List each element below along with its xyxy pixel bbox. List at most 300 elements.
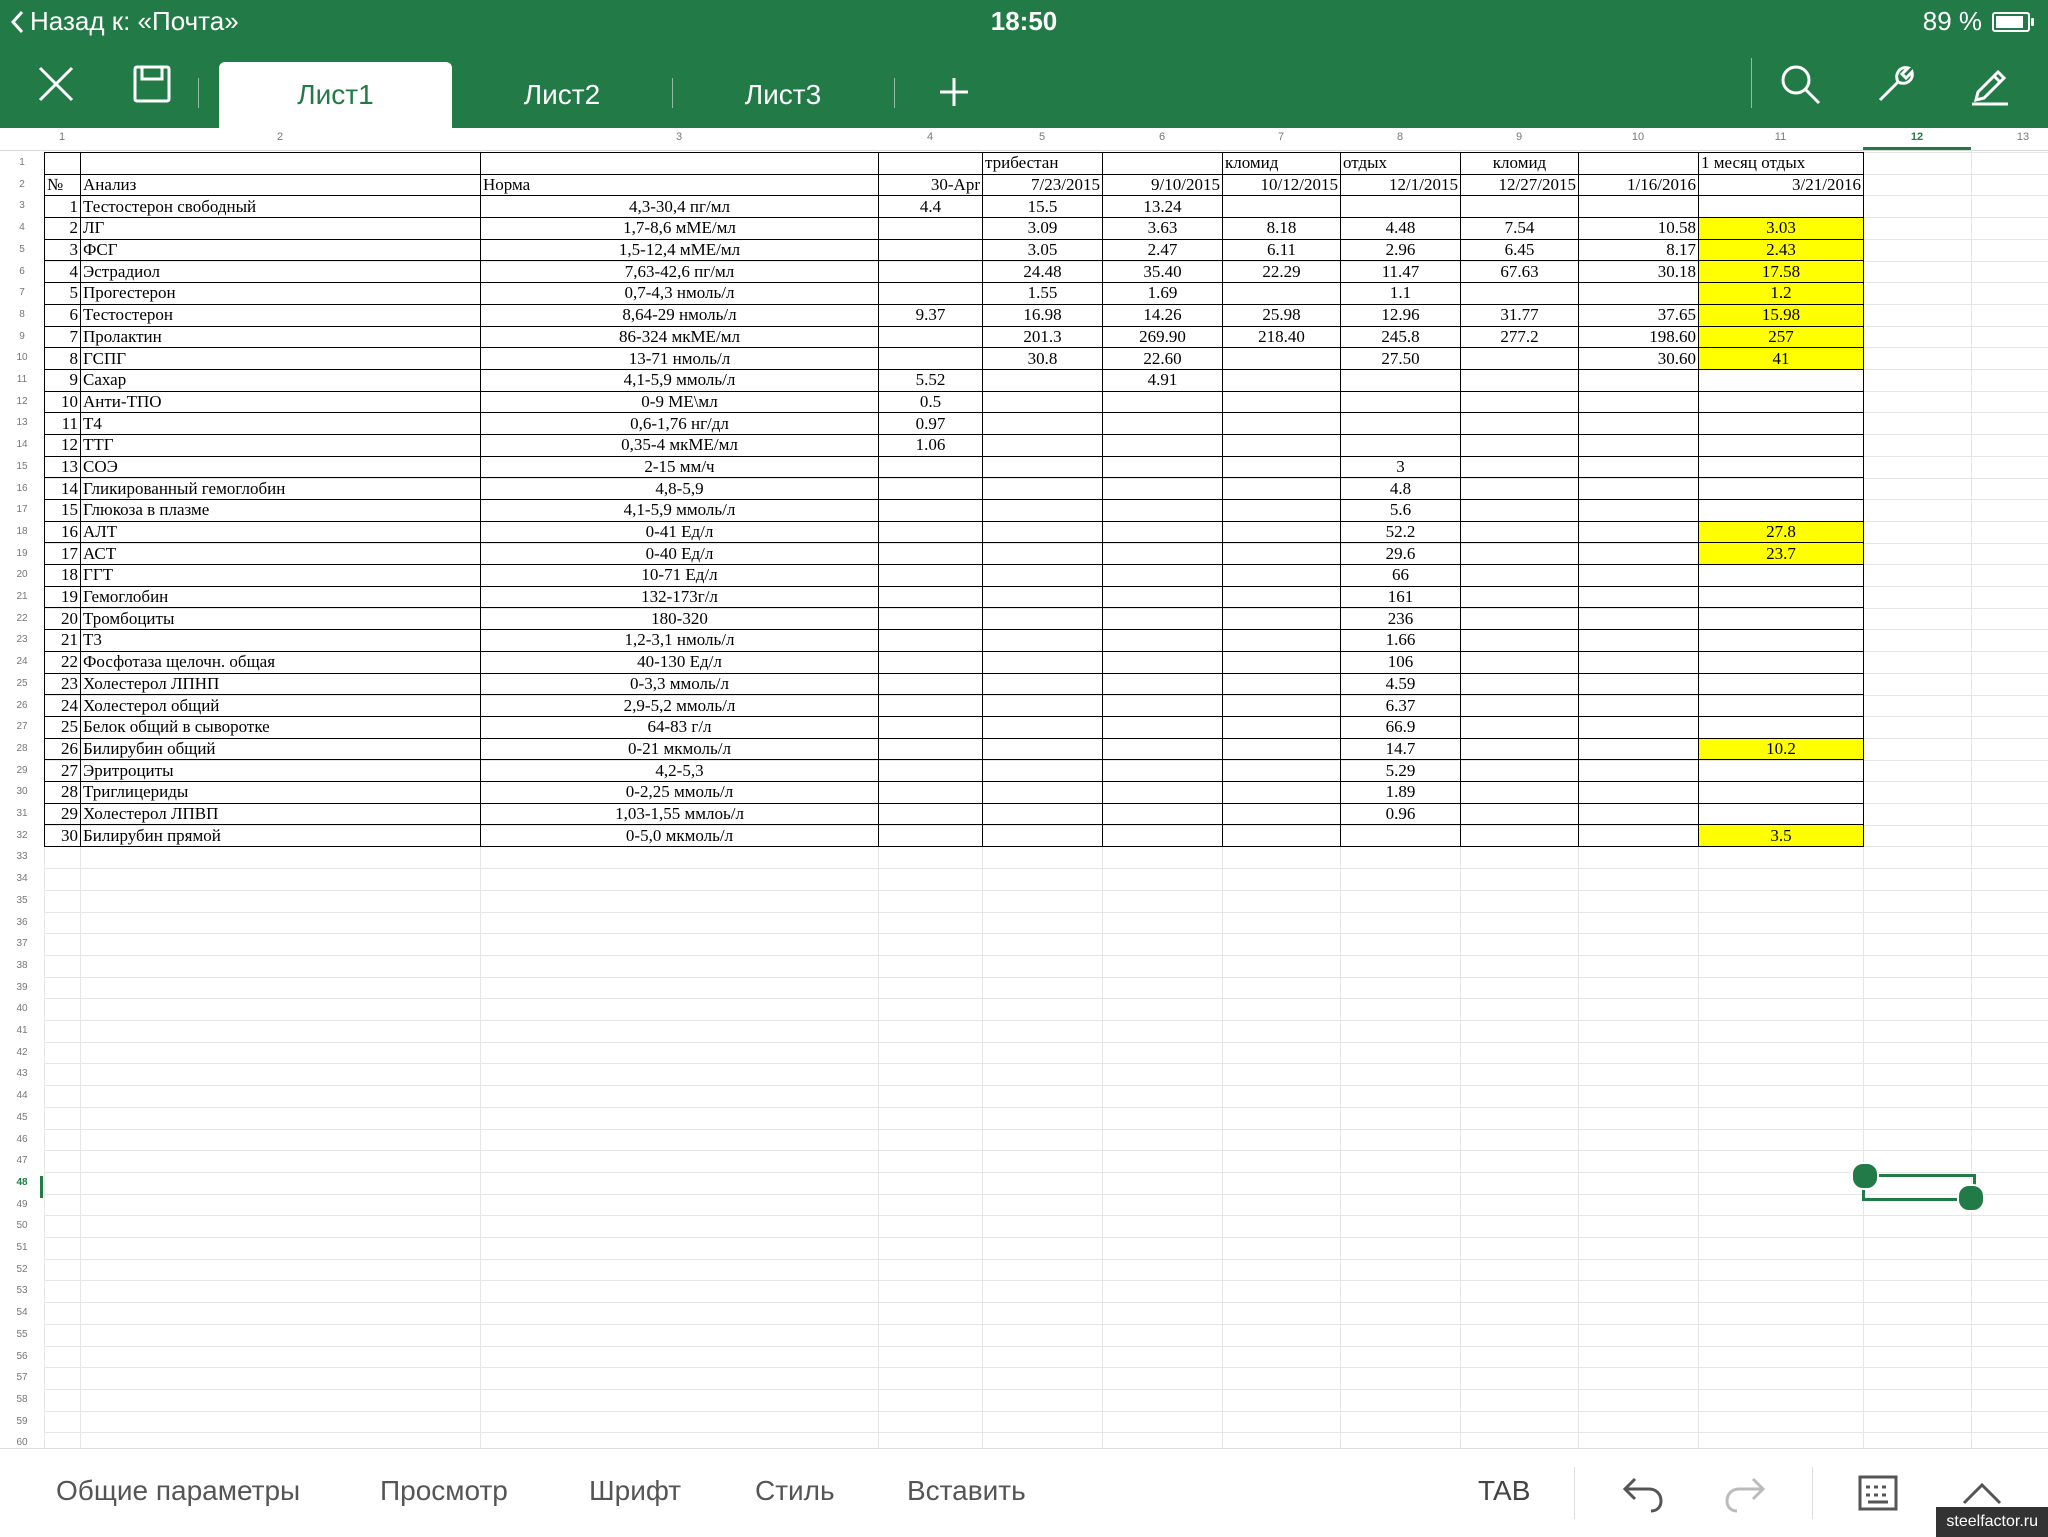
table-cell[interactable]: 4,2-5,3 xyxy=(481,760,879,782)
table-cell[interactable]: ГСПГ xyxy=(81,348,481,370)
table-cell[interactable]: 1,7-8,6 мМЕ/мл xyxy=(481,218,879,240)
row-header[interactable]: 7 xyxy=(19,287,25,299)
table-cell[interactable] xyxy=(1461,283,1579,305)
table-cell[interactable] xyxy=(1223,651,1341,673)
table-cell[interactable] xyxy=(1699,695,1864,717)
column-header[interactable]: 1 xyxy=(58,131,66,143)
table-cell[interactable] xyxy=(1699,565,1864,587)
table-cell[interactable]: 10.58 xyxy=(1579,218,1699,240)
table-cell[interactable] xyxy=(1579,781,1699,803)
table-cell[interactable] xyxy=(1223,803,1341,825)
table-cell[interactable]: Триглицериды xyxy=(81,781,481,803)
row-header[interactable]: 20 xyxy=(16,569,28,581)
table-cell[interactable]: 30.8 xyxy=(983,348,1103,370)
menu-general[interactable]: Общие параметры xyxy=(56,1475,301,1506)
table-cell[interactable] xyxy=(1103,586,1223,608)
table-cell[interactable] xyxy=(1103,738,1223,760)
table-cell[interactable]: 8 xyxy=(45,348,81,370)
table-cell[interactable]: 24.48 xyxy=(983,261,1103,283)
table-cell[interactable]: Гемоглобин xyxy=(81,586,481,608)
row-header[interactable]: 60 xyxy=(16,1437,28,1448)
table-cell[interactable] xyxy=(1699,673,1864,695)
tools-button[interactable] xyxy=(1868,56,1924,112)
table-cell[interactable] xyxy=(1579,391,1699,413)
table-cell[interactable]: 17.58 xyxy=(1699,261,1864,283)
table-cell[interactable] xyxy=(1699,630,1864,652)
row-header[interactable]: 18 xyxy=(16,525,28,537)
table-cell[interactable] xyxy=(879,803,983,825)
table-cell[interactable]: 26 xyxy=(45,738,81,760)
table-cell[interactable]: Сахар xyxy=(81,369,481,391)
table-cell[interactable] xyxy=(1699,369,1864,391)
table-cell[interactable] xyxy=(983,630,1103,652)
table-cell[interactable]: 5.52 xyxy=(879,369,983,391)
table-cell[interactable] xyxy=(1103,673,1223,695)
table-cell[interactable]: 1.06 xyxy=(879,434,983,456)
table-cell[interactable]: 1 xyxy=(45,196,81,218)
redo-button[interactable] xyxy=(1720,1471,1770,1515)
table-cell[interactable] xyxy=(1699,608,1864,630)
search-button[interactable] xyxy=(1772,56,1828,112)
table-cell[interactable]: 5.29 xyxy=(1341,760,1461,782)
table-cell[interactable]: 19 xyxy=(45,586,81,608)
table-cell[interactable]: 27.8 xyxy=(1699,521,1864,543)
table-cell[interactable] xyxy=(1223,434,1341,456)
table-cell[interactable]: 14 xyxy=(45,478,81,500)
row-header[interactable]: 35 xyxy=(16,894,28,906)
table-cell[interactable]: 27.50 xyxy=(1341,348,1461,370)
table-cell[interactable] xyxy=(1699,413,1864,435)
table-cell[interactable]: 4.91 xyxy=(1103,369,1223,391)
table-cell[interactable]: 66 xyxy=(1341,565,1461,587)
table-cell[interactable] xyxy=(1461,695,1579,717)
table-cell[interactable] xyxy=(1103,500,1223,522)
table-cell[interactable]: 22.60 xyxy=(1103,348,1223,370)
table-cell[interactable] xyxy=(1103,651,1223,673)
table-cell[interactable]: 20 xyxy=(45,608,81,630)
table-cell[interactable]: 5 xyxy=(45,283,81,305)
table-cell[interactable] xyxy=(1223,543,1341,565)
table-cell[interactable] xyxy=(1103,413,1223,435)
row-header[interactable]: 12 xyxy=(16,395,28,407)
table-cell[interactable] xyxy=(1223,760,1341,782)
table-cell[interactable] xyxy=(983,738,1103,760)
table-cell[interactable] xyxy=(879,543,983,565)
table-cell[interactable]: 12.96 xyxy=(1341,304,1461,326)
row-header[interactable]: 53 xyxy=(16,1285,28,1297)
table-cell[interactable]: 28 xyxy=(45,781,81,803)
table-cell[interactable] xyxy=(1461,456,1579,478)
column-header[interactable]: 7 xyxy=(1277,131,1285,143)
table-cell[interactable] xyxy=(879,781,983,803)
table-cell[interactable]: 4 xyxy=(45,261,81,283)
table-cell[interactable]: ГГТ xyxy=(81,565,481,587)
table-cell[interactable] xyxy=(1461,348,1579,370)
table-cell[interactable] xyxy=(1579,716,1699,738)
row-header[interactable]: 39 xyxy=(16,981,28,993)
table-cell[interactable] xyxy=(1103,521,1223,543)
table-cell[interactable]: 3.09 xyxy=(983,218,1103,240)
row-header[interactable]: 44 xyxy=(16,1090,28,1102)
table-cell[interactable] xyxy=(1579,543,1699,565)
table-cell[interactable]: 0.5 xyxy=(879,391,983,413)
table-cell[interactable]: ФСГ xyxy=(81,239,481,261)
table-cell[interactable]: трибестан xyxy=(983,153,1103,175)
table-cell[interactable] xyxy=(1103,695,1223,717)
table-cell[interactable]: 4,1-5,9 ммоль/л xyxy=(481,500,879,522)
table-cell[interactable] xyxy=(1461,825,1579,847)
table-cell[interactable]: 0,7-4,3 нмоль/л xyxy=(481,283,879,305)
table-cell[interactable]: Эритроциты xyxy=(81,760,481,782)
selection-handle-end[interactable] xyxy=(1957,1184,1985,1212)
table-cell[interactable]: 0-2,25 ммоль/л xyxy=(481,781,879,803)
table-cell[interactable]: 2.47 xyxy=(1103,239,1223,261)
table-cell[interactable] xyxy=(1103,803,1223,825)
table-cell[interactable] xyxy=(1103,153,1223,175)
table-cell[interactable] xyxy=(1699,500,1864,522)
table-cell[interactable] xyxy=(983,565,1103,587)
table-cell[interactable]: 29 xyxy=(45,803,81,825)
table-cell[interactable] xyxy=(481,153,879,175)
column-header[interactable]: 3 xyxy=(675,131,683,143)
table-cell[interactable]: 0,6-1,76 нг/дл xyxy=(481,413,879,435)
row-header[interactable]: 38 xyxy=(16,959,28,971)
table-cell[interactable]: 8.17 xyxy=(1579,239,1699,261)
table-cell[interactable] xyxy=(1103,565,1223,587)
column-header-selected[interactable]: 12 xyxy=(1910,131,1924,143)
column-header[interactable]: 8 xyxy=(1396,131,1404,143)
table-cell[interactable] xyxy=(1699,586,1864,608)
table-cell[interactable]: Норма xyxy=(481,174,879,196)
row-header[interactable]: 51 xyxy=(16,1242,28,1253)
table-cell[interactable]: 0.97 xyxy=(879,413,983,435)
row-header[interactable]: 45 xyxy=(16,1111,28,1123)
row-header[interactable]: 57 xyxy=(16,1372,28,1384)
table-cell[interactable]: Фосфотаза щелочн. общая xyxy=(81,651,481,673)
table-cell[interactable] xyxy=(879,326,983,348)
table-cell[interactable] xyxy=(1579,196,1699,218)
table-cell[interactable] xyxy=(1699,781,1864,803)
table-cell[interactable]: 9 xyxy=(45,369,81,391)
table-cell[interactable]: 1.55 xyxy=(983,283,1103,305)
row-header[interactable]: 13 xyxy=(16,417,28,429)
table-cell[interactable]: 23.7 xyxy=(1699,543,1864,565)
row-header[interactable]: 43 xyxy=(16,1068,28,1080)
table-cell[interactable] xyxy=(1223,500,1341,522)
table-cell[interactable] xyxy=(1103,760,1223,782)
table-cell[interactable] xyxy=(1461,434,1579,456)
table-cell[interactable] xyxy=(983,543,1103,565)
table-cell[interactable] xyxy=(1699,391,1864,413)
table-cell[interactable]: 40-130 Ед/л xyxy=(481,651,879,673)
table-cell[interactable]: Тромбоциты xyxy=(81,608,481,630)
table-cell[interactable] xyxy=(879,716,983,738)
table-cell[interactable]: Т4 xyxy=(81,413,481,435)
table-cell[interactable]: Анти-ТПО xyxy=(81,391,481,413)
table-cell[interactable] xyxy=(1461,738,1579,760)
table-cell[interactable]: 30-Apr xyxy=(879,174,983,196)
table-cell[interactable]: СОЭ xyxy=(81,456,481,478)
table-cell[interactable]: 3.03 xyxy=(1699,218,1864,240)
menu-font[interactable]: Шрифт xyxy=(589,1475,682,1506)
row-header[interactable]: 36 xyxy=(16,916,28,928)
table-cell[interactable]: 64-83 г/л xyxy=(481,716,879,738)
row-header[interactable]: 15 xyxy=(16,460,28,472)
table-cell[interactable] xyxy=(1341,369,1461,391)
row-header[interactable]: 48 xyxy=(16,1176,28,1188)
table-cell[interactable]: 67.63 xyxy=(1461,261,1579,283)
table-cell[interactable] xyxy=(1223,369,1341,391)
table-cell[interactable]: 6.45 xyxy=(1461,239,1579,261)
table-cell[interactable]: 2.43 xyxy=(1699,239,1864,261)
column-header[interactable]: 10 xyxy=(1631,131,1645,143)
table-cell[interactable] xyxy=(1103,434,1223,456)
table-cell[interactable] xyxy=(1699,478,1864,500)
table-cell[interactable]: АЛТ xyxy=(81,521,481,543)
table-cell[interactable] xyxy=(879,218,983,240)
menu-style[interactable]: Стиль xyxy=(755,1475,835,1506)
table-cell[interactable]: 15.5 xyxy=(983,196,1103,218)
table-cell[interactable] xyxy=(983,608,1103,630)
table-cell[interactable] xyxy=(983,456,1103,478)
table-cell[interactable] xyxy=(879,521,983,543)
table-cell[interactable] xyxy=(1699,456,1864,478)
table-cell[interactable] xyxy=(879,565,983,587)
table-cell[interactable] xyxy=(1461,391,1579,413)
table-cell[interactable] xyxy=(1461,760,1579,782)
table-cell[interactable]: Билирубин общий xyxy=(81,738,481,760)
table-cell[interactable] xyxy=(1223,478,1341,500)
column-header[interactable]: 2 xyxy=(276,131,284,143)
row-header[interactable]: 6 xyxy=(19,265,25,277)
table-cell[interactable] xyxy=(1461,716,1579,738)
menu-view[interactable]: Просмотр xyxy=(380,1475,508,1506)
table-cell[interactable] xyxy=(1461,608,1579,630)
row-header[interactable]: 11 xyxy=(16,374,28,385)
add-sheet-button[interactable] xyxy=(926,64,982,120)
table-cell[interactable]: 13-71 нмоль/л xyxy=(481,348,879,370)
data-table[interactable] xyxy=(44,152,1864,847)
table-cell[interactable] xyxy=(1103,478,1223,500)
row-header[interactable]: 10 xyxy=(16,352,28,364)
table-cell[interactable] xyxy=(1579,586,1699,608)
table-cell[interactable] xyxy=(1461,369,1579,391)
table-cell[interactable]: 22 xyxy=(45,651,81,673)
table-cell[interactable]: 0-41 Ед/л xyxy=(481,521,879,543)
row-header[interactable]: 23 xyxy=(16,634,28,646)
save-button[interactable] xyxy=(124,56,180,112)
row-header[interactable]: 1 xyxy=(19,157,25,168)
table-cell[interactable] xyxy=(983,521,1103,543)
table-cell[interactable] xyxy=(1223,695,1341,717)
selection-handle-start[interactable] xyxy=(1851,1162,1879,1190)
row-header[interactable]: 17 xyxy=(16,504,28,516)
table-cell[interactable]: 1,5-12,4 мМЕ/мл xyxy=(481,239,879,261)
table-cell[interactable]: 25 xyxy=(45,716,81,738)
table-cell[interactable] xyxy=(1579,825,1699,847)
row-header[interactable]: 28 xyxy=(16,742,28,754)
table-cell[interactable]: ТТГ xyxy=(81,434,481,456)
table-cell[interactable]: 1.2 xyxy=(1699,283,1864,305)
table-cell[interactable]: 4,1-5,9 ммоль/л xyxy=(481,369,879,391)
table-cell[interactable] xyxy=(1461,586,1579,608)
table-cell[interactable]: 2,9-5,2 ммоль/л xyxy=(481,695,879,717)
table-cell[interactable]: 2-15 мм/ч xyxy=(481,456,879,478)
table-cell[interactable]: 0.96 xyxy=(1341,803,1461,825)
table-cell[interactable] xyxy=(1579,760,1699,782)
row-header[interactable]: 49 xyxy=(16,1198,28,1210)
menu-insert[interactable]: Вставить xyxy=(907,1475,1026,1506)
table-cell[interactable]: 11 xyxy=(45,413,81,435)
table-cell[interactable] xyxy=(1103,716,1223,738)
row-header[interactable]: 34 xyxy=(16,873,28,885)
table-cell[interactable] xyxy=(879,673,983,695)
table-cell[interactable]: 29.6 xyxy=(1341,543,1461,565)
table-cell[interactable]: 52.2 xyxy=(1341,521,1461,543)
table-cell[interactable]: 4,3-30,4 пг/мл xyxy=(481,196,879,218)
table-cell[interactable]: 7.54 xyxy=(1461,218,1579,240)
table-cell[interactable] xyxy=(1699,651,1864,673)
row-header[interactable]: 4 xyxy=(19,222,25,234)
table-cell[interactable] xyxy=(1223,781,1341,803)
table-cell[interactable]: 10/12/2015 xyxy=(1223,174,1341,196)
table-cell[interactable]: Билирубин прямой xyxy=(81,825,481,847)
table-cell[interactable]: Холестерол ЛПНП xyxy=(81,673,481,695)
row-header[interactable]: 37 xyxy=(16,938,28,950)
table-cell[interactable]: 3.5 xyxy=(1699,825,1864,847)
table-cell[interactable]: 14.7 xyxy=(1341,738,1461,760)
table-cell[interactable]: 4.59 xyxy=(1341,673,1461,695)
table-cell[interactable]: 27 xyxy=(45,760,81,782)
table-cell[interactable]: 11.47 xyxy=(1341,261,1461,283)
table-cell[interactable] xyxy=(1103,456,1223,478)
tab-sheet2[interactable]: Лист2 xyxy=(523,79,601,110)
row-header[interactable]: 19 xyxy=(16,547,28,559)
table-cell[interactable] xyxy=(1103,608,1223,630)
table-cell[interactable] xyxy=(1223,673,1341,695)
table-cell[interactable]: 12/27/2015 xyxy=(1461,174,1579,196)
table-cell[interactable] xyxy=(1461,565,1579,587)
table-cell[interactable]: Эстрадиол xyxy=(81,261,481,283)
table-cell[interactable] xyxy=(879,283,983,305)
table-cell[interactable] xyxy=(1223,348,1341,370)
table-cell[interactable] xyxy=(1579,456,1699,478)
row-header[interactable]: 40 xyxy=(16,1003,28,1015)
table-cell[interactable] xyxy=(983,803,1103,825)
row-header[interactable]: 30 xyxy=(16,786,28,798)
table-cell[interactable] xyxy=(1223,738,1341,760)
table-cell[interactable] xyxy=(1103,391,1223,413)
row-header[interactable]: 27 xyxy=(16,721,28,733)
table-cell[interactable]: 7 xyxy=(45,326,81,348)
table-cell[interactable]: 9.37 xyxy=(879,304,983,326)
table-cell[interactable]: 7,63-42,6 пг/мл xyxy=(481,261,879,283)
column-header[interactable]: 9 xyxy=(1515,131,1523,143)
table-cell[interactable] xyxy=(1461,543,1579,565)
table-cell[interactable]: 25.98 xyxy=(1223,304,1341,326)
tab-sheet3[interactable]: Лист3 xyxy=(744,79,822,110)
table-cell[interactable]: 16.98 xyxy=(983,304,1103,326)
table-cell[interactable] xyxy=(1579,673,1699,695)
table-cell[interactable]: 15.98 xyxy=(1699,304,1864,326)
table-cell[interactable]: 22.29 xyxy=(1223,261,1341,283)
close-button[interactable] xyxy=(28,56,84,112)
table-cell[interactable] xyxy=(81,153,481,175)
table-cell[interactable]: Холестерол ЛПВП xyxy=(81,803,481,825)
undo-button[interactable] xyxy=(1618,1471,1668,1515)
row-header[interactable]: 14 xyxy=(16,439,28,451)
table-cell[interactable] xyxy=(1341,391,1461,413)
table-cell[interactable]: 236 xyxy=(1341,608,1461,630)
table-cell[interactable] xyxy=(1223,456,1341,478)
table-cell[interactable] xyxy=(1579,500,1699,522)
table-cell[interactable]: кломид xyxy=(1461,153,1579,175)
table-cell[interactable] xyxy=(1223,825,1341,847)
table-cell[interactable]: 1/16/2016 xyxy=(1579,174,1699,196)
table-cell[interactable]: 17 xyxy=(45,543,81,565)
table-cell[interactable] xyxy=(879,738,983,760)
table-cell[interactable] xyxy=(1579,369,1699,391)
table-cell[interactable] xyxy=(1579,565,1699,587)
table-cell[interactable]: 18 xyxy=(45,565,81,587)
table-cell[interactable]: 3/21/2016 xyxy=(1699,174,1864,196)
table-cell[interactable]: 6 xyxy=(45,304,81,326)
table-cell[interactable]: 245.8 xyxy=(1341,326,1461,348)
table-cell[interactable]: 257 xyxy=(1699,326,1864,348)
table-cell[interactable] xyxy=(879,456,983,478)
table-cell[interactable]: Глюкоза в плазме xyxy=(81,500,481,522)
table-cell[interactable]: Холестерол общий xyxy=(81,695,481,717)
keyboard-button[interactable] xyxy=(1856,1471,1900,1515)
row-header[interactable]: 26 xyxy=(16,699,28,711)
column-header[interactable]: 4 xyxy=(926,131,934,143)
table-cell[interactable] xyxy=(1223,586,1341,608)
table-cell[interactable] xyxy=(1461,521,1579,543)
table-cell[interactable]: Анализ xyxy=(81,174,481,196)
table-cell[interactable]: 3 xyxy=(45,239,81,261)
row-header[interactable]: 54 xyxy=(16,1307,28,1319)
table-cell[interactable]: Гликированный гемоглобин xyxy=(81,478,481,500)
tab-sheet1[interactable]: Лист1 xyxy=(219,62,452,128)
row-header[interactable]: 59 xyxy=(16,1415,28,1427)
table-cell[interactable] xyxy=(1223,630,1341,652)
row-header[interactable]: 21 xyxy=(16,591,28,602)
row-header[interactable]: 32 xyxy=(16,829,28,841)
table-cell[interactable]: 161 xyxy=(1341,586,1461,608)
table-cell[interactable] xyxy=(1579,413,1699,435)
table-cell[interactable]: 30.60 xyxy=(1579,348,1699,370)
draw-button[interactable] xyxy=(1962,56,2018,112)
table-cell[interactable] xyxy=(983,369,1103,391)
table-cell[interactable]: 15 xyxy=(45,500,81,522)
table-cell[interactable]: кломид xyxy=(1223,153,1341,175)
table-cell[interactable] xyxy=(983,781,1103,803)
table-cell[interactable] xyxy=(879,651,983,673)
table-cell[interactable]: 16 xyxy=(45,521,81,543)
table-cell[interactable] xyxy=(879,586,983,608)
table-cell[interactable]: 86-324 мкМЕ/мл xyxy=(481,326,879,348)
table-cell[interactable]: Т3 xyxy=(81,630,481,652)
table-cell[interactable]: 30 xyxy=(45,825,81,847)
table-cell[interactable]: 2.96 xyxy=(1341,239,1461,261)
row-header[interactable]: 2 xyxy=(19,178,25,190)
table-cell[interactable] xyxy=(1461,196,1579,218)
table-cell[interactable] xyxy=(1699,434,1864,456)
table-cell[interactable] xyxy=(1341,413,1461,435)
row-header[interactable]: 33 xyxy=(16,851,28,863)
row-header[interactable]: 58 xyxy=(16,1393,28,1405)
table-cell[interactable]: 35.40 xyxy=(1103,261,1223,283)
